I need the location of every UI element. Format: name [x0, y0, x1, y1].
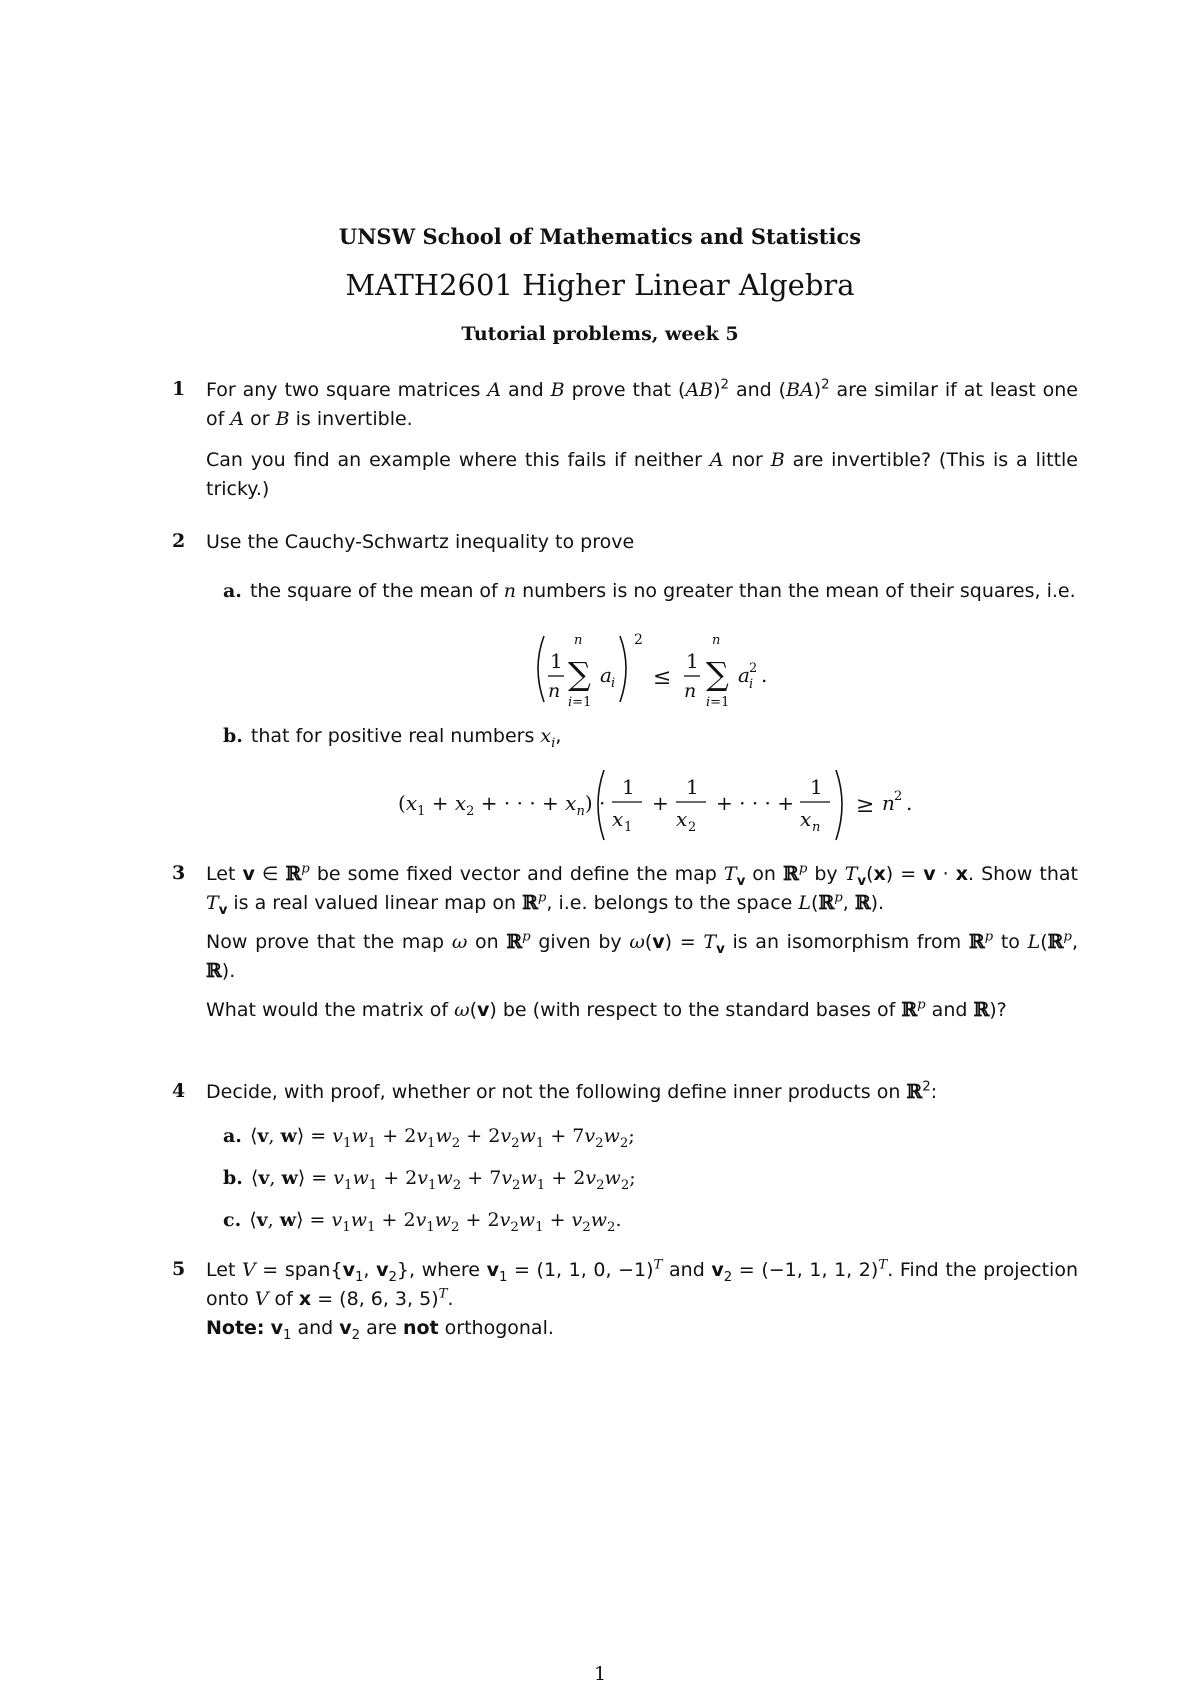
problem-5-number: 5	[172, 1258, 186, 1280]
problem-2b: b. that for positive real numbers $x_i$,	[223, 725, 562, 751]
svg-text:i=1: i=1	[706, 695, 730, 710]
problem-5-note: Note: $v_1$ and $v_2$ are not orthogonal.	[206, 1317, 554, 1343]
svg-text:n: n	[882, 791, 895, 815]
problem-4c: c. ⟨v, w⟩ = $v_1w_1 + 2v_1w_2 + 2v_2w_1 + v_2w_2$.	[223, 1209, 622, 1235]
svg-text:a: a	[738, 663, 750, 687]
part-label: c.	[223, 1209, 242, 1231]
svg-text:≥: ≥	[856, 793, 875, 818]
svg-text:∑: ∑	[706, 655, 729, 693]
svg-text:+ · · · +: + · · · +	[716, 791, 795, 815]
svg-text:n: n	[574, 633, 583, 648]
formula-2b	[390, 762, 950, 846]
part-label: b.	[223, 725, 243, 747]
svg-text:1: 1	[686, 649, 699, 673]
problem-3-number: 3	[172, 862, 186, 884]
svg-text:∑: ∑	[568, 655, 591, 693]
problem-2a: a. the square of the mean of n numbers is no greater than the mean of their squares, i.e.	[223, 580, 1076, 602]
subtitle: Tutorial problems, week 5	[461, 323, 739, 345]
part-label: a.	[223, 580, 242, 602]
svg-text:.: .	[906, 791, 913, 815]
svg-text:2: 2	[688, 820, 697, 835]
formula-2a	[530, 630, 820, 712]
svg-text:(x1 + x2 + · · · + xn) ·: ($x_1 + x_2$ + · · · + $x_n$) ·	[398, 791, 606, 819]
svg-text:i=1: i=1	[568, 695, 592, 710]
svg-text:2: 2	[749, 661, 758, 676]
svg-text:n: n	[684, 680, 697, 702]
svg-text:n: n	[812, 820, 821, 835]
svg-text:x: x	[800, 807, 812, 831]
problem-2-number: 2	[172, 530, 186, 552]
problem-3-followup-2: What would the matrix of ω(v) be (with respect to the standard bases of ℝ$^p$ and ℝ)?	[206, 997, 1007, 1021]
problem-4-text: Decide, with proof, whether or not the following define inner products on ℝ$^2$:	[206, 1079, 938, 1103]
problem-5-text: Let $V = span\{v_1$, $v_2$}, where $v_1 = (1$, 1, 0, −1)$^T$ and $v_2 = (-1$, 1, 1, 2)$^T$. Find the projection onto V of x = (8, 6, 3, 5)$^T$.	[206, 1257, 1078, 1310]
part-label: a.	[223, 1125, 242, 1147]
svg-text:1: 1	[624, 820, 633, 835]
problem-4b: b. ⟨v, w⟩ = $v_1w_1 + 2v_1w_2 + 7v_2w_1 + 2v_2w_2$;	[223, 1167, 636, 1193]
problem-2-text: Use the Cauchy-Schwartz inequality to prove	[206, 531, 635, 553]
course-title: MATH2601 Higher Linear Algebra	[345, 268, 855, 302]
svg-text:1: 1	[622, 775, 635, 799]
part-label: b.	[223, 1167, 243, 1189]
svg-text:2: 2	[634, 632, 643, 648]
svg-text:i: i	[749, 677, 754, 692]
svg-text:a: a	[600, 663, 612, 687]
note-label: Note:	[206, 1317, 265, 1339]
svg-text:n: n	[712, 633, 721, 648]
svg-text:1: 1	[550, 649, 563, 673]
problem-1-text: For any two square matrices A and B prove that (AB)$^2$ and (BA)$^2$ are similar if at least one of A or B is invertible.	[206, 377, 1078, 430]
svg-text:i: i	[611, 676, 616, 691]
svg-text:x: x	[676, 807, 688, 831]
svg-text:n: n	[548, 680, 561, 702]
problem-4-number: 4	[172, 1080, 186, 1102]
svg-text:2: 2	[894, 789, 903, 804]
problem-3-followup-1: Now prove that the map ω on ℝ$^p$ given by $\omega(v) = T_v$ is an isomorphism from ℝ$^p$ to L(ℝ$^p$, ℝ).	[206, 929, 1078, 982]
problem-1-followup: Can you find an example where this fails if neither A nor B are invertible? (This is a little tricky.)	[206, 449, 1078, 500]
svg-text:x: x	[612, 807, 624, 831]
svg-text:≤: ≤	[653, 665, 672, 690]
svg-text:.: .	[761, 663, 768, 687]
svg-text:1: 1	[686, 775, 699, 799]
problem-3-text: Let v ∈ ℝ$^p$ be some fixed vector and define the map $T_v$ on ℝ$^p$ by $T_v(x) = v \cdot x$. Show that $T_v$ is a real valued linear map on ℝ$^p$, i.e. belongs to the space L(ℝ$^p$, ℝ).	[206, 861, 1078, 918]
problem-1-number: 1	[172, 378, 186, 400]
page-number: 1	[593, 1663, 607, 1685]
svg-text:1: 1	[810, 775, 823, 799]
school-heading: UNSW School of Mathematics and Statistics	[338, 224, 862, 249]
problem-4a: a. ⟨v, w⟩ = $v_1w_1 + 2v_1w_2 + 2v_2w_1 + 7v_2w_2$;	[223, 1125, 635, 1151]
svg-text:+: +	[652, 791, 669, 815]
